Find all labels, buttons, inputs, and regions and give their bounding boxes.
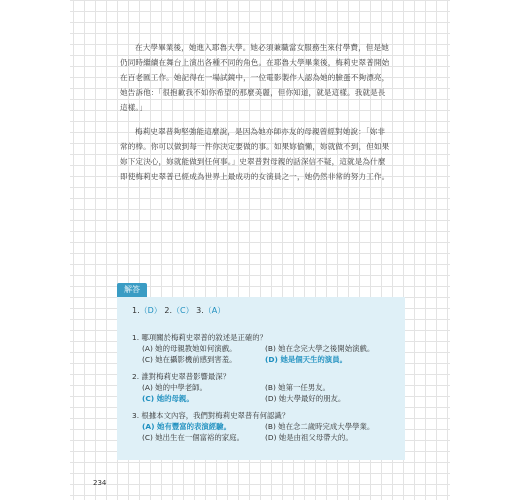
q1-option-a: (A) 她的母親教她如何演戲。 bbox=[142, 344, 237, 353]
q1-option-c: (C) 她在攝影機前感到害羞。 bbox=[142, 355, 237, 364]
q2-option-b: (B) 她第一任男友。 bbox=[265, 383, 330, 392]
question-3: 3. 根據本文內容，我們對梅莉史翠普有何認識？ bbox=[132, 411, 290, 420]
q3-option-c: (C) 她出生在一個富裕的家庭。 bbox=[142, 433, 244, 442]
passage-line: 妳下定決心，妳就能做到任何事。」史翠普對母親的話深信不疑，這就是為什麼 bbox=[120, 157, 386, 166]
answer-key-3: （A） bbox=[203, 306, 226, 315]
answer-key-1: （D） bbox=[139, 306, 162, 315]
answer-num-1: 1. bbox=[132, 306, 140, 315]
question-2: 2. 誰對梅莉史翠普影響最深？ bbox=[132, 372, 231, 381]
answer-summary bbox=[132, 305, 225, 316]
question-1: 1. 哪項關於梅莉史翠普的敘述是正確的？ bbox=[132, 333, 268, 342]
answer-section-tab: 解答 bbox=[117, 283, 147, 297]
passage-line: 常的棒。你可以做到每一件你決定要做的事。如果妳偷懶，妳就做不到，但如果 bbox=[120, 142, 390, 151]
q1-option-d-correct: (D) 她是個天生的演員。 bbox=[265, 355, 347, 364]
passage-line: 她告訴他：「很抱歉我不如你希望的那麼美麗，但你知道，就是這樣。我就是長 bbox=[120, 88, 386, 97]
passage-line: 即使梅莉史翠普已經成為世界上最成功的女演員之一，她仍然非常的努力工作。 bbox=[120, 172, 390, 181]
q2-option-c-correct: (C) 她的母親。 bbox=[142, 394, 194, 403]
passage-line: 在大學畢業後，她進入耶魯大學。她必須兼職當女服務生來付學費，但是她 bbox=[135, 43, 389, 52]
answer-key-2: （C） bbox=[172, 306, 194, 315]
passage-line: 這樣。」 bbox=[120, 103, 147, 112]
passage-line: 梅莉史翠普夠堅強能這麼說，是因為她亦師亦友的母親曾經對她說：「妳非 bbox=[135, 127, 386, 136]
page-number: 234 bbox=[93, 479, 107, 487]
passage-paragraph-1 bbox=[120, 40, 396, 115]
q3-option-d: (D) 她是由祖父母帶大的。 bbox=[265, 433, 353, 442]
passage-line: 仍同時繼續在舞台上演出各種不同的角色。在耶魯大學畢業後，梅莉史翠普開始 bbox=[120, 58, 390, 67]
passage-line: 在百老匯工作。她記得在一場試鏡中，一位電影製作人認為她的臉蛋不夠漂亮， bbox=[120, 73, 390, 82]
q3-option-a-correct: (A) 她有豐富的表演經驗。 bbox=[142, 422, 231, 431]
q1-option-b: (B) 她在念完大學之後開始演戲。 bbox=[265, 344, 375, 353]
answer-num-2: 2. bbox=[164, 306, 172, 315]
answer-num-3: 3. bbox=[196, 306, 204, 315]
q3-option-b: (B) 她在念二歲時完成大學學業。 bbox=[265, 422, 375, 431]
q2-option-d: (D) 她大學最好的朋友。 bbox=[265, 394, 346, 403]
q2-option-a: (A) 她的中學老師。 bbox=[142, 383, 207, 392]
passage-paragraph-2 bbox=[120, 124, 396, 184]
